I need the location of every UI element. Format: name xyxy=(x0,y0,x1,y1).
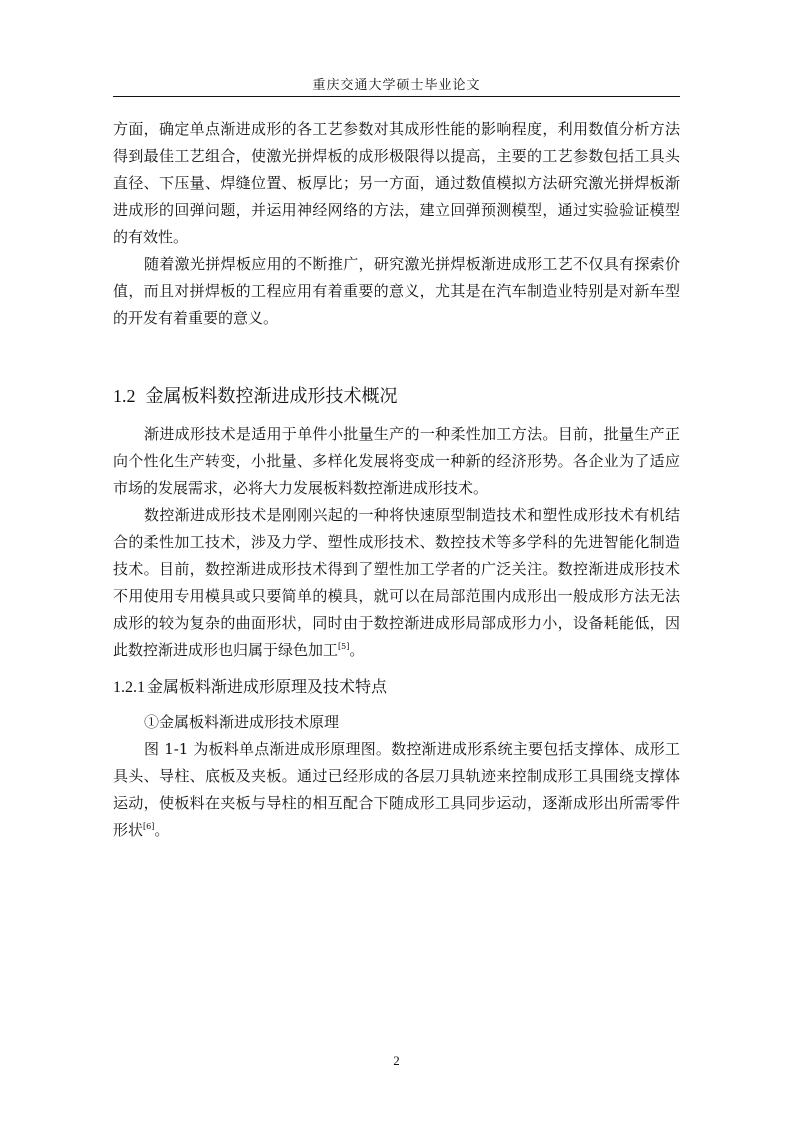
page-number: 2 xyxy=(393,1053,400,1068)
citation-ref-6: [6] xyxy=(143,822,155,831)
paragraph-figure-description-text: 图 1-1 为板料单点渐进成形原理图。数控渐进成形系统主要包括支撑体、成形工具头、导柱、底板及夹板。通过已经形成的各层刀具轨迹来控制成形工具围绕支撑体运动，使板料在夹板与导柱的相互配合下随成形工具同步运动，逐渐成形出所需零件形状 xyxy=(113,740,680,839)
section-heading xyxy=(113,382,680,411)
subsection-number: 1.2.1 xyxy=(113,679,145,696)
paragraph-cnc-forming-text: 数控渐进成形技术是刚刚兴起的一种将快速原型制造技术和塑性成形技术有机结合的柔性加工技术，涉及力学、塑性成形技术、数控技术等多学科的先进智能化制造技术。目前，数控渐进成形技术得到了塑性加工学者的广泛关注。数控渐进成形技术不用使用专用模具或只要简单的模具，就可以在局部范围内成形出一般成形方法无法成形的较为复杂的曲面形状，同时由于数控渐进成形局部成形力小，设备耗能低，因此数控渐进成形也归属于绿色加工 xyxy=(113,506,680,659)
paragraph-cnc-forming-end: 。 xyxy=(349,641,365,659)
paragraph-figure-description xyxy=(113,736,680,844)
section-number: 1.2 xyxy=(113,386,136,406)
running-header: 重庆交通大学硕士毕业论文 xyxy=(312,78,481,93)
section-title: 金属板料数控渐进成形技术概况 xyxy=(145,386,398,407)
paragraph-incremental-forming-intro: 渐进成形技术是适用于单件小批量生产的一种柔性加工方法。目前，批量生产正向个性化生产转变，小批量、多样化发展将变成一种新的经济形势。各企业为了适应市场的发展需求，必将大力发展板料数控渐进成形技术。 xyxy=(113,425,680,497)
citation-ref-5: [5] xyxy=(338,642,350,651)
subsection-heading xyxy=(113,674,680,701)
list-item-principle: ①金属板料渐进成形技术原理 xyxy=(144,713,340,731)
subsection-title: 金属板料渐进成形原理及技术特点 xyxy=(147,677,388,696)
paragraph-application-value: 随着激光拼焊板应用的不断推广，研究激光拼焊板渐进成形工艺不仅具有探索价值，而且对拼焊板的工程应用有着重要的意义，尤其是在汽车制造业特别是对新车型的开发有着重要的意义。 xyxy=(113,255,680,327)
header-rule xyxy=(113,96,680,97)
paragraph-cnc-forming xyxy=(113,502,680,664)
paragraph-continued: 方面，确定单点渐进成形的各工艺参数对其成形性能的影响程度，利用数值分析方法得到最佳工艺组合，使激光拼焊板的成形极限得以提高，主要的工艺参数包括工具头直径、下压量、焊缝位置、板厚比；另一方面，通过数值模拟方法研究激光拼焊板渐进成形的回弹问题，并运用神经网络的方法，建立回弹预测模型，通过实验验证模型的有效性。 xyxy=(113,120,680,246)
paragraph-figure-description-end: 。 xyxy=(154,821,170,839)
